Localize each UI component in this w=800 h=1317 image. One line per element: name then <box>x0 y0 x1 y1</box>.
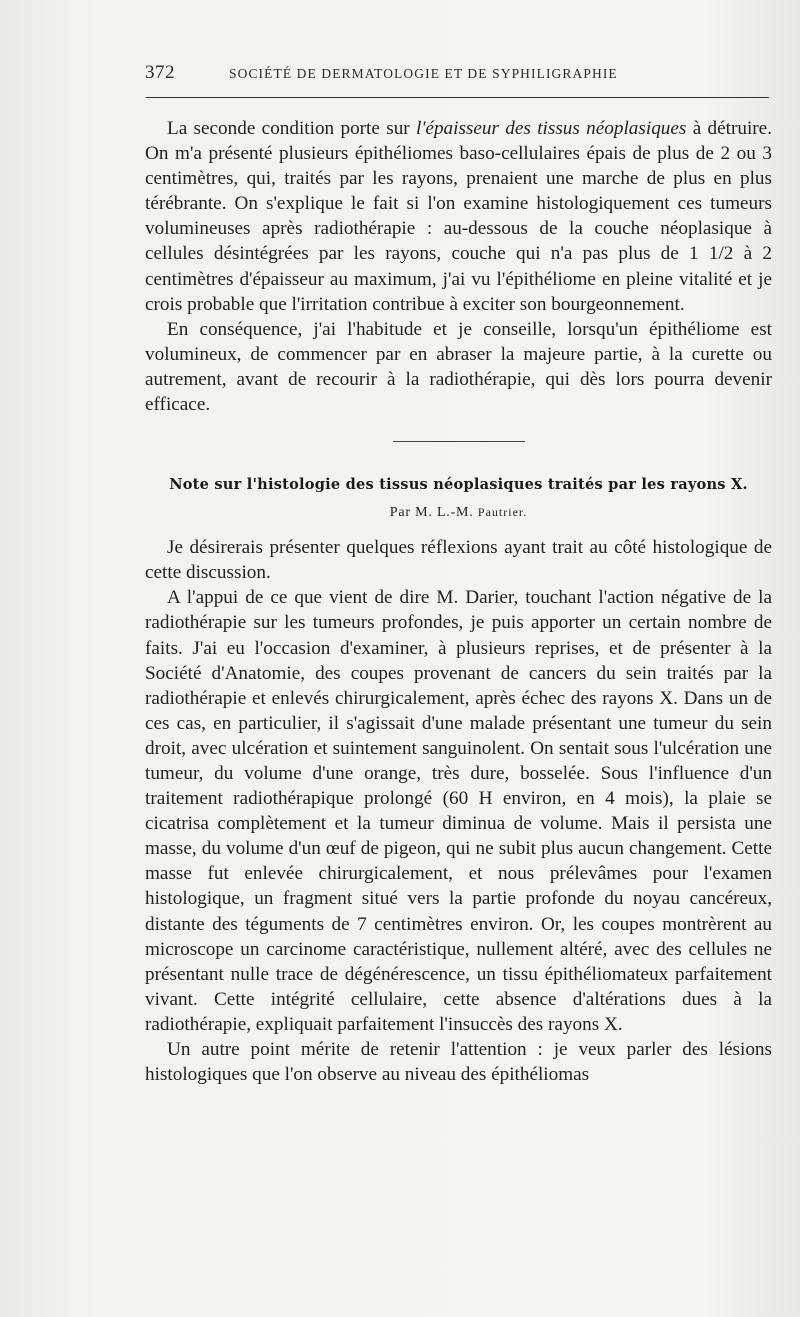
emphasis-text: l'épaisseur des tissus néoplasiques <box>416 118 687 139</box>
page-header <box>145 62 770 84</box>
paragraph: En conséquence, j'ai l'habitude et je conseille, lorsqu'un épithéliome est volumineux, de commencer par en abraser la majeure partie, à la curette ou autrement, avant de recourir à la radiothérapie, qui dès lors pourra devenir efficace. <box>145 318 772 416</box>
note-title: Note sur l'histologie des tissus néoplasiques traités par les rayons X. <box>169 476 748 494</box>
paragraph-text: à détruire. On m'a présenté plusieurs épithéliomes baso-cellulaires épais de plus de 2 ou 3 centimètres, qui, traités par les rayons, prenaient une marche de plus en plus térébrante. On s'explique le fait si l'on examine histologiquement ces tumeurs volumineuses après radiothérapie : au-dessous de la couche néoplasique à cellules désintégrées par les rayons, couche qui n'a pas plus de 1 1/2 à 2 centimètres d'épaisseur au maximum, j'ai vu l'épithéliome en pleine vitalité et je crois probable que l'irritation contribue à exciter son bourgeonnement. <box>145 118 772 315</box>
paragraph: A l'appui de ce que vient de dire M. Darier, touchant l'action négative de la radiothérapie sur les tumeurs profondes, je puis apporter un certain nombre de faits. J'ai eu l'occasion d'examiner, à plusieurs reprises, et de présenter à la Société d'Anatomie, des coupes provenant de cancers du sein traités par la radiothérapie et enlevés chirurgicalement, après échec des rayons X. Dans un de ces cas, en particulier, il s'agissait d'une malade présentant une tumeur du sein droit, avec ulcération et suintement sanguinolent. On sentait sous l'ulcération une tumeur, du volume d'une orange, très dure, bosselée. Sous l'influence d'un traitement radiothérapique prolongé (60 H environ, en 4 mois), la plaie se cicatrisa complètement et la tumeur diminua de volume. Mais il persista une masse, du volume d'un œuf de pigeon, qui ne subit plus aucun changement. Cette masse fut enlevée chirurgicalement, et nous prélevâmes pour l'examen histologique, un fragment situé vers la partie profonde du noyau cancéreux, distante des téguments de 7 centimètres environ. Or, les coupes montrèrent au microscope un carcinome caractéristique, nullement altéré, avec des cellules ne présentant nulle trace de dégénérescence, un tissu épithéliomateux parfaitement vivant. Cette intégrité cellulaire, cette absence d'altérations dues à la radiothérapie, expliquait parfaitement l'insuccès des rayons X. <box>145 587 772 1035</box>
paragraph: Je désirerais présenter quelques réflexions ayant trait au côté histologique de cette discussion. <box>145 537 772 584</box>
paragraph: Un autre point mérite de retenir l'attention : je veux parler des lésions histologiques que l'on observe au niveau des épithéliomas <box>145 1039 772 1086</box>
paragraph-text: La seconde condition porte sur <box>167 118 416 139</box>
page-body <box>145 116 772 1087</box>
byline-prefix: Par M. L.-M. <box>389 505 478 521</box>
page-number: 372 <box>145 62 175 83</box>
byline <box>145 502 772 523</box>
running-head: SOCIÉTÉ DE DERMATOLOGIE ET DE SYPHILIGRAPHIE <box>229 66 618 81</box>
paragraph <box>145 116 772 317</box>
header-rule <box>146 97 769 98</box>
section-separator <box>393 441 525 442</box>
byline-author: Pautrier. <box>477 505 528 520</box>
